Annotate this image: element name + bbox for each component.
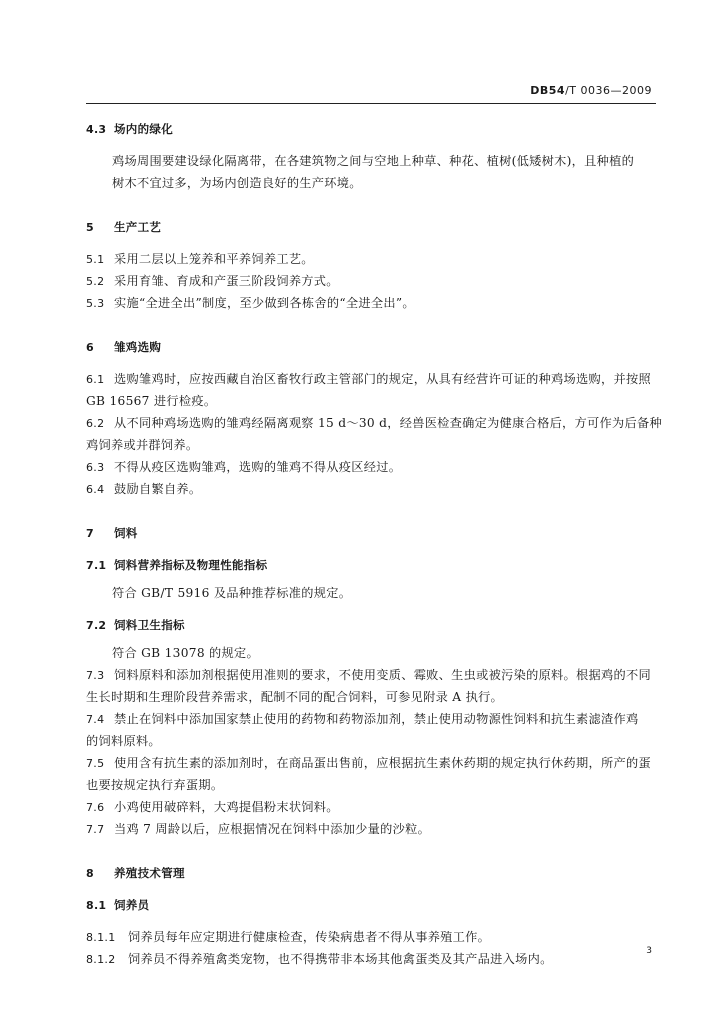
clause-8-1-1: [86, 926, 656, 948]
section-number: 8: [86, 867, 94, 880]
clause-7-5: [86, 752, 656, 774]
clause-text: 小鸡使用破碎料，大鸡提倡粉末状饲料。: [114, 800, 339, 814]
document-code: [530, 84, 652, 97]
clause-continuation: GB 16567 进行检疫。: [86, 394, 217, 408]
clause-number: 7.6: [86, 801, 105, 814]
clause-7-7: [86, 818, 656, 840]
section-number: 7.2: [86, 619, 107, 632]
subsection-heading-7-2: [86, 614, 656, 636]
clause-7-6: [86, 796, 656, 818]
clause-7-3: [86, 664, 656, 686]
clause-number: 7.7: [86, 823, 105, 836]
clause-5-2: [86, 270, 656, 292]
paragraph-line: 符合 GB/T 5916 及品种推荐标准的规定。: [112, 586, 352, 600]
section-number: 4.3: [86, 123, 107, 136]
clause-number: 8.1.1: [86, 931, 116, 944]
clause-number: 7.5: [86, 757, 105, 770]
paragraph-line: 鸡场周围要建设绿化隔离带，在各建筑物之间与空地上种草、种花、植树(低矮树木)，且种植的: [112, 154, 635, 168]
clause-number: 6.4: [86, 483, 105, 496]
document-code-suffix: /T 0036—2009: [565, 84, 652, 97]
section-heading-7: [86, 522, 656, 544]
clause-text: 选购雏鸡时，应按西藏自治区畜牧行政主管部门的规定，从具有经营许可证的种鸡场选购，并按照: [114, 372, 651, 386]
clause-text: 饲养员每年应定期进行健康检查，传染病患者不得从事养殖工作。: [128, 930, 491, 944]
clause-text: 实施“全进全出”制度，至少做到各栋舍的“全进全出”。: [114, 296, 415, 310]
clause-text: 从不同种鸡场选购的雏鸡经隔离观察 15 d～30 d，经兽医检查确定为健康合格后，方可作为后备种: [114, 416, 662, 430]
clause-number: 5.3: [86, 297, 105, 310]
section-number: 7.1: [86, 559, 107, 572]
clause-text: 饲养员不得养殖禽类宠物，也不得携带非本场其他禽蛋类及其产品进入场内。: [128, 952, 553, 966]
section-number: 8.1: [86, 899, 107, 912]
clause-continuation: 也要按规定执行弃蛋期。: [86, 778, 224, 792]
section-title: 养殖技术管理: [114, 866, 185, 880]
section-heading-6: [86, 336, 656, 358]
section-heading-5: [86, 216, 656, 238]
section-title: 生产工艺: [114, 220, 162, 234]
clause-text: 使用含有抗生素的添加剂时，在商品蛋出售前，应根据抗生素休药期的规定执行休药期，所产的蛋: [114, 756, 651, 770]
subsection-heading-7-1: [86, 554, 656, 576]
clause-number: 5.1: [86, 253, 105, 266]
section-title: 饲料营养指标及物理性能指标: [114, 558, 268, 572]
clause-continuation: 的饲料原料。: [86, 734, 161, 748]
section-title: 饲料卫生指标: [114, 618, 185, 632]
clause-number: 5.2: [86, 275, 105, 288]
section-title: 场内的绿化: [114, 122, 173, 136]
clause-6-2: [86, 412, 662, 434]
page-number: 3: [646, 946, 652, 956]
clause-number: 8.1.2: [86, 953, 116, 966]
section-number: 7: [86, 527, 94, 540]
clause-text: 饲料原料和添加剂根据使用准则的要求，不使用变质、霉败、生虫或被污染的原料。根据鸡的不同: [114, 668, 651, 682]
clause-number: 7.4: [86, 713, 105, 726]
clause-text: 不得从疫区选购雏鸡，选购的雏鸡不得从疫区经过。: [114, 460, 402, 474]
section-title: 雏鸡选购: [114, 340, 162, 354]
clause-text: 禁止在饲料中添加国家禁止使用的药物和药物添加剂，禁止使用动物源性饲料和抗生素滤渣作鸡: [114, 712, 639, 726]
section-title: 饲养员: [114, 898, 150, 912]
section-number: 5: [86, 221, 94, 234]
header-rule: [86, 103, 656, 104]
clause-number: 6.3: [86, 461, 105, 474]
clause-7-4: [86, 708, 656, 730]
paragraph-line: 树木不宜过多，为场内创造良好的生产环境。: [112, 176, 362, 190]
paragraph-line: 符合 GB 13078 的规定。: [112, 646, 260, 660]
clause-6-1: [86, 368, 656, 390]
clause-6-4: [86, 478, 656, 500]
section-number: 6: [86, 341, 94, 354]
clause-5-3: [86, 292, 656, 314]
section-title: 饲料: [114, 526, 138, 540]
clause-text: 采用育雏、育成和产蛋三阶段饲养方式。: [114, 274, 339, 288]
clause-number: 6.1: [86, 373, 105, 386]
document-code-prefix: DB54: [530, 84, 566, 97]
clause-text: 当鸡 7 周龄以后，应根据情况在饲料中添加少量的沙粒。: [114, 822, 431, 836]
document-body: [86, 118, 662, 970]
subsection-heading-8-1: [86, 894, 656, 916]
clause-number: 6.2: [86, 417, 105, 430]
clause-5-1: [86, 248, 656, 270]
clause-6-3: [86, 456, 656, 478]
clause-8-1-2: [86, 948, 656, 970]
clause-continuation: 生长时期和生理阶段营养需求，配制不同的配合饲料，可参见附录 A 执行。: [86, 690, 504, 704]
clause-text: 鼓励自繁自养。: [114, 482, 202, 496]
section-heading-8: [86, 862, 656, 884]
section-heading-4-3: [86, 118, 656, 140]
clause-text: 采用二层以上笼养和平养饲养工艺。: [114, 252, 314, 266]
clause-continuation: 鸡饲养或并群饲养。: [86, 438, 199, 452]
clause-number: 7.3: [86, 669, 105, 682]
